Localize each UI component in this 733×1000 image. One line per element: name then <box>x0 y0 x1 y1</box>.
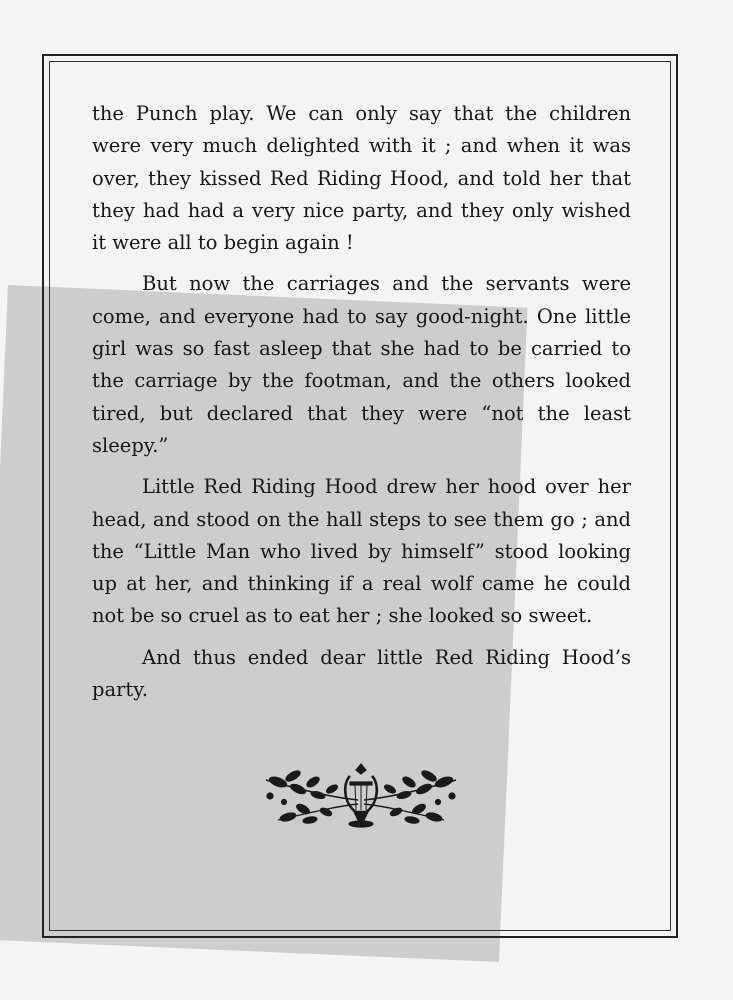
paragraph-1: the Punch play. We can only say that the children were very much delighted with it ; and when it was over, they kissed Red Riding Hood, and told her that they had had a very nice party, and they only wished it were all to begin again ! <box>92 102 631 255</box>
paragraph-2: But now the carriages and the servants were come, and everyone had to say good-night. One little girl was so fast asleep that she had to be carried to the carriage by the footman, and the others looked tired, but declared that they were “not the least sleepy.” <box>92 272 631 457</box>
paragraph-3: Little Red Riding Hood drew her hood over her head, and stood on the hall steps to see them go ; and the “Little Man who lived by himself” stood looking up at her, and thinking if a real wolf came he could not be so cruel as to eat her ; she looked so sweet. <box>92 475 631 628</box>
lyre-laurel-ornament-icon <box>258 762 464 830</box>
story-text <box>92 98 631 715</box>
paragraph-4: And thus ended dear little Red Riding Hood’s party. <box>92 645 631 702</box>
